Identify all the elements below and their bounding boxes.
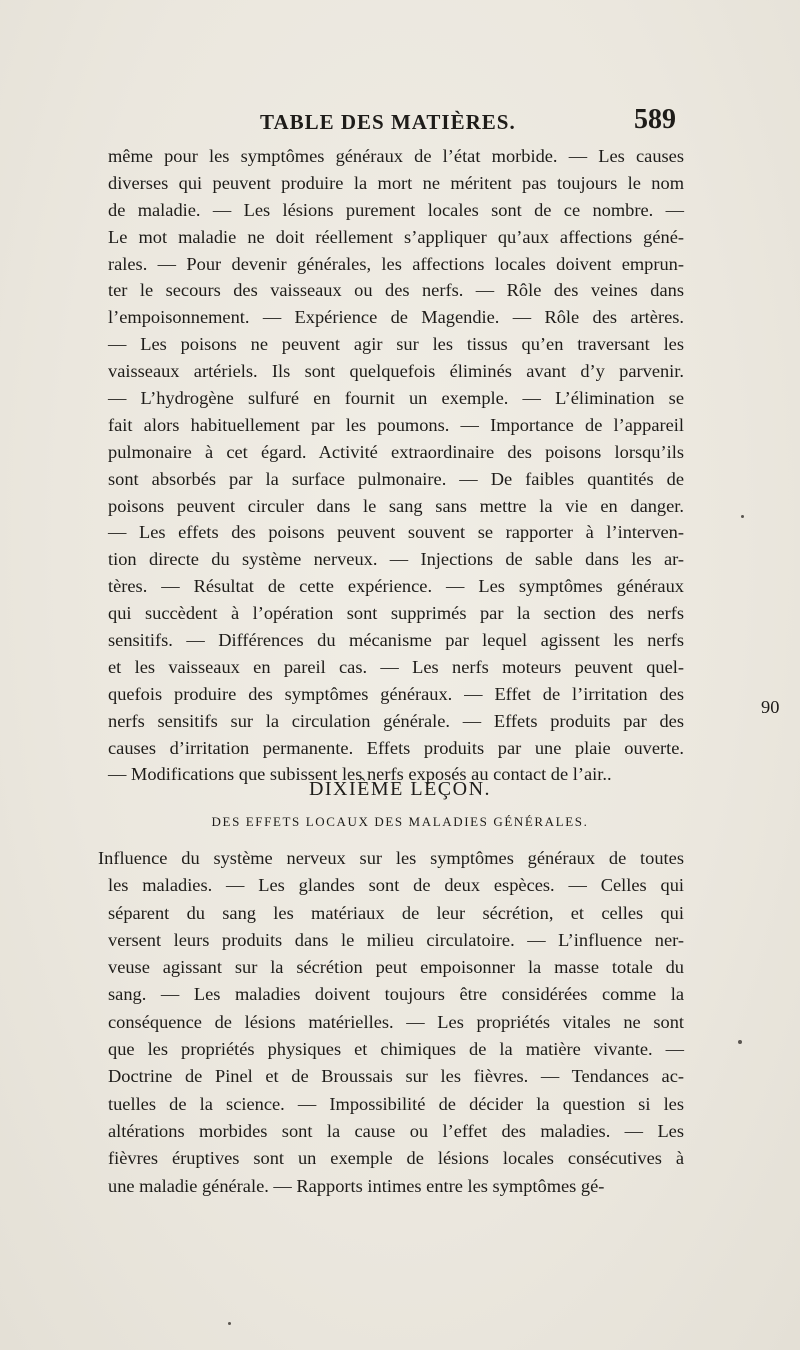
table-of-contents-entry-continued [108,143,684,788]
text-line: sont absorbés par la surface pulmonaire. — De faibles quantités de [108,468,684,489]
text-line: altérations morbides sont la cause ou l’effet des maladies. — Les [108,1120,684,1141]
text-line: Influence du système nerveux sur les symptômes généraux de toutes [98,848,684,868]
text-line: diverses qui peuvent produire la mort ne méritent pas toujours le nom [108,172,684,193]
text-line: versent leurs produits dans le milieu circulatoire. — L’influence ner- [108,929,684,950]
table-of-contents-entry [98,845,684,1200]
text-line: pulmonaire à cet égard. Activité extraordinaire des poisons lorsqu’ils [108,441,684,462]
text-line: — Les poisons ne peuvent agir sur les tissus qu’en traversant les [108,334,684,355]
text-line: séparent du sang les matériaux de leur sécrétion, et celles qui [108,902,684,923]
text-line: et les vaisseaux en pareil cas. — Les nerfs moteurs peuvent quel- [108,656,684,677]
text-line: — L’hydrogène sulfuré en fournit un exemple. — L’élimination se [108,388,684,409]
text-line: quefois produire des symptômes généraux. — Effet de l’irritation des [108,683,684,704]
page-reference: 90 [761,697,780,717]
text-line: Doctrine de Pinel et de Broussais sur les fièvres. — Tendances ac- [108,1066,684,1087]
text-line: de maladie. — Les lésions purement locales sont de ce nombre. — [108,199,684,220]
text-line: même pour les symptômes généraux de l’état morbide. — Les causes [108,146,684,166]
ink-speck [228,1322,231,1325]
page-number: 589 [634,104,676,135]
text-line: une maladie générale. — Rapports intimes entre les symptômes gé- [108,1175,605,1196]
ink-speck [738,1040,742,1044]
text-line: rales. — Pour devenir générales, les affections locales doivent emprun- [108,253,684,274]
text-line: veuse agissant sur la sécrétion peut empoisonner la masse totale du [108,957,684,978]
text-line: l’empoisonnement. — Expérience de Magendie. — Rôle des artères. [108,307,684,328]
text-line: Le mot maladie ne doit réellement s’appliquer qu’aux affections géné- [108,226,684,247]
text-line: ter le secours des vaisseaux ou des nerfs. — Rôle des veines dans [108,280,684,301]
text-line: fait alors habituellement par les poumons. — Importance de l’appareil [108,414,684,435]
text-line: les maladies. — Les glandes sont de deux espèces. — Celles qui [108,875,684,896]
text-line: que les propriétés physiques et chimiques de la matière vivante. — [108,1039,684,1060]
text-line: — Modifications que subissent les nerfs exposés au contact de l’air.. [108,764,612,785]
text-line: tion directe du système nerveux. — Injections de sable dans les ar- [108,549,684,570]
text-line: tères. — Résultat de cette expérience. — Les symptômes généraux [108,576,684,597]
text-line: sang. — Les maladies doivent toujours être considérées comme la [108,984,684,1005]
text-line: qui succèdent à l’opération sont supprimés par la section des nerfs [108,603,684,624]
text-line: nerfs sensitifs sur la circulation générale. — Effets produits par des [108,710,684,731]
text-line: conséquence de lésions matérielles. — Les propriétés vitales ne sont [108,1011,684,1032]
running-header [60,104,680,144]
text-line: poisons peuvent circuler dans le sang sans mettre la vie en danger. [108,495,684,516]
running-title: TABLE DES MATIÈRES. [260,110,516,134]
text-line: — Les effets des poisons peuvent souvent se rapporter à l’interven- [108,522,684,543]
text-line: fièvres éruptives sont un exemple de lésions locales consécutives à [108,1148,684,1169]
chapter-heading: DIXIÈME LEÇON. [308,778,492,800]
text-line: sensitifs. — Différences du mécanisme par lequel agissent les nerfs [108,630,684,651]
chapter-subheading: DES EFFETS LOCAUX DES MALADIES GÉNÉRALES. [211,814,589,829]
text-line: causes d’irritation permanente. Effets produits par une plaie ouverte. [108,737,684,758]
text-line: tuelles de la science. — Impossibilité de décider la question si les [108,1093,684,1114]
text-line: vaisseaux artériels. Ils sont quelquefois éliminés avant d’y parvenir. [108,361,684,382]
ink-speck [741,515,744,518]
